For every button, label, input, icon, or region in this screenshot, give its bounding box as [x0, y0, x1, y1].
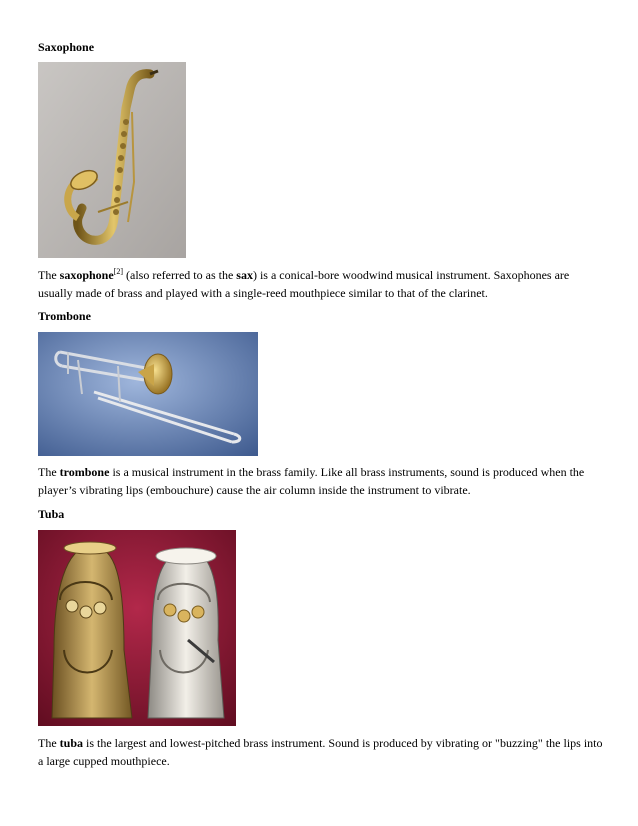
section-heading-tuba: Tuba [38, 507, 65, 521]
tuba-photo [38, 530, 236, 726]
section-heading-trombone: Trombone [38, 309, 91, 323]
trombone-photo [38, 332, 258, 456]
text-run: ) is a conical-bore woodwind musical instrument. Saxophones are usually made of brass and played with a single-reed mouthpiece similar to that of the clarinet. [38, 268, 570, 300]
section-heading-saxophone: Saxophone [38, 40, 95, 54]
text-run: The [38, 736, 60, 750]
text-run: is the largest and lowest-pitched brass instrument. Sound is produced by vibrating or "buzzing" the lips into a large cupped mouthpiece. [38, 736, 603, 768]
trombone-description [38, 463, 604, 499]
text-run: The [38, 465, 60, 479]
text-run: is a musical instrument in the brass family. Like all brass instruments, sound is produced when the player’s vibrating lips (embouchure) cause the air column inside the instrument to vibrate. [38, 465, 585, 497]
tuba-description [38, 734, 604, 770]
term-tuba: tuba [59, 736, 83, 750]
footnote-ref: [2] [113, 267, 124, 276]
saxophone-photo [38, 62, 186, 258]
term-saxophone: saxophone [59, 268, 114, 282]
text-run: The [38, 268, 60, 282]
saxophone-description [38, 266, 604, 302]
term-trombone: trombone [59, 465, 110, 479]
text-run: (also referred to as the [123, 268, 237, 282]
term-sax: sax [236, 268, 253, 282]
